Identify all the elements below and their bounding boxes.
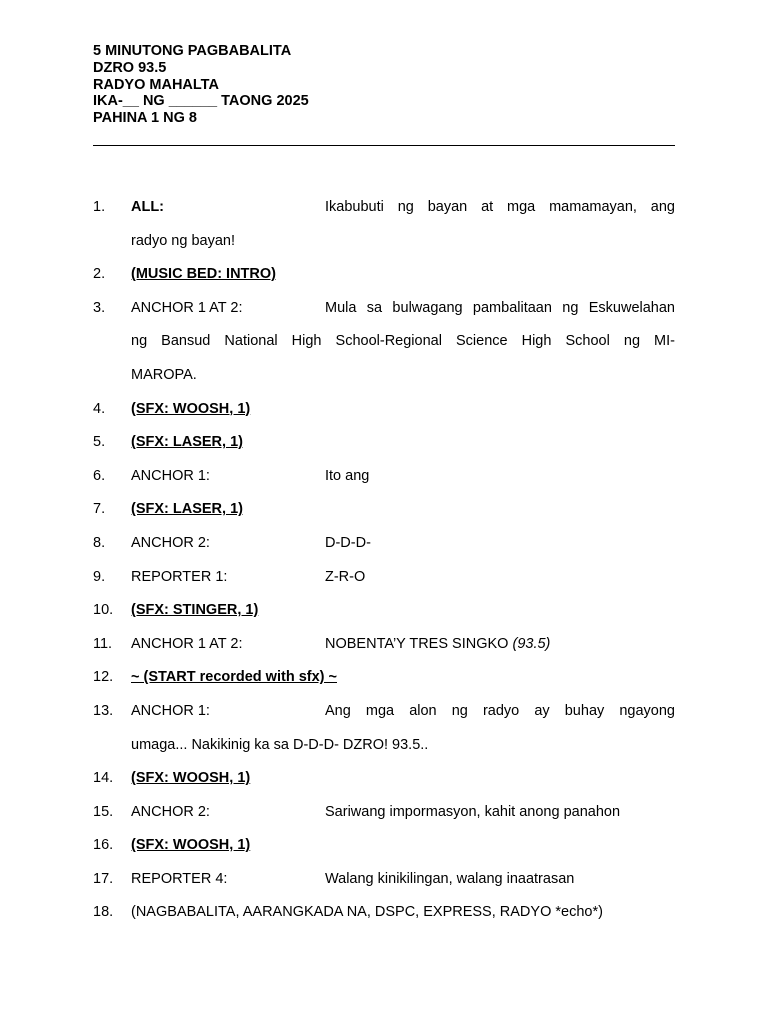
speech-continuation: ng Bansud National High School-Regional Science High School ng MI-	[131, 333, 675, 350]
script-line-16	[93, 829, 675, 863]
speech-text: Sariwang impormasyon, kahit anong panahon	[325, 803, 621, 820]
script-line-18	[93, 896, 675, 930]
speaker-label: REPORTER 1:	[131, 568, 228, 585]
line-number: 17.	[93, 870, 114, 887]
script-line-3	[93, 292, 675, 393]
speaker-label: ANCHOR 1 AT 2:	[131, 635, 243, 652]
header-radio-name: RADYO MAHALTA	[93, 76, 219, 93]
line-number: 16.	[93, 837, 114, 854]
script-line-6	[93, 460, 675, 494]
header-divider	[93, 145, 675, 146]
script-line-2	[93, 258, 675, 292]
speaker-label: REPORTER 4:	[131, 870, 228, 887]
speech-text: Ikabubuti ng bayan at mga mamamayan, ang	[325, 199, 675, 215]
speech-frequency: (93.5)	[512, 635, 551, 652]
line-number: 8.	[93, 534, 106, 551]
speech-text: Ito ang	[325, 467, 370, 484]
line-number: 11.	[93, 635, 113, 652]
speech-text: D-D-D-	[325, 534, 371, 551]
speech-continuation: umaga... Nakikinig ka sa D-D-D- DZRO! 93.5..	[131, 736, 429, 753]
sound-cue: (SFX: WOOSH, 1)	[131, 770, 251, 787]
line-number: 10.	[93, 602, 114, 619]
line-number: 4.	[93, 400, 106, 417]
line-number: 7.	[93, 501, 106, 518]
line-number: 9.	[93, 568, 106, 585]
line-number: 12.	[93, 669, 114, 686]
script-line-11	[93, 628, 675, 662]
speech-text: Z-R-O	[325, 568, 366, 585]
sound-cue: (SFX: LASER, 1)	[131, 434, 243, 451]
header-station: DZRO 93.5	[93, 59, 167, 76]
speech-main: NOBENTA’Y TRES SINGKO	[325, 635, 509, 652]
speaker-label: ANCHOR 2:	[131, 803, 210, 820]
script-line-14	[93, 762, 675, 796]
line-number: 6.	[93, 467, 106, 484]
document-header	[93, 43, 675, 127]
speech-continuation: MAROPA.	[131, 366, 197, 383]
speech-text: Walang kinikilingan, walang inaatrasan	[325, 870, 575, 887]
line-number: 2.	[93, 266, 106, 283]
line-number: 5.	[93, 434, 106, 451]
line-number: 14.	[93, 770, 114, 787]
sound-cue: (MUSIC BED: INTRO)	[131, 266, 276, 283]
script-line-13	[93, 695, 675, 762]
script-line-12	[93, 661, 675, 695]
header-date: IKA-__ NG ______ TAONG 2025	[93, 93, 309, 110]
sound-cue: ~ (START recorded with sfx) ~	[131, 669, 337, 686]
script-line-10	[93, 594, 675, 628]
speech-text: Ang mga alon ng radyo ay buhay ngayong	[325, 702, 675, 719]
script-line-4	[93, 393, 675, 427]
script-line-15	[93, 796, 675, 830]
speech-continuation: radyo ng bayan!	[131, 232, 235, 249]
script-line-17	[93, 863, 675, 897]
sound-cue: (SFX: WOOSH, 1)	[131, 400, 251, 417]
speaker-label: ANCHOR 1 AT 2:	[131, 299, 243, 316]
line-number: 3.	[93, 299, 106, 316]
sound-cue: (SFX: STINGER, 1)	[131, 602, 259, 619]
script-line-8	[93, 527, 675, 561]
script-line-5	[93, 426, 675, 460]
speaker-label: ANCHOR 1:	[131, 702, 210, 719]
line-number: 15.	[93, 803, 114, 820]
script-instruction: (NAGBABALITA, AARANGKADA NA, DSPC, EXPRESS, RADYO *echo*)	[131, 904, 603, 921]
line-number: 13.	[93, 702, 114, 719]
speech-text: Mula sa bulwagang pambalitaan ng Eskuwelahan	[325, 299, 675, 316]
script-body	[93, 191, 675, 930]
sound-cue: (SFX: WOOSH, 1)	[131, 837, 251, 854]
script-line-7	[93, 493, 675, 527]
speaker-label: ANCHOR 2:	[131, 534, 210, 551]
speaker-label: ALL:	[131, 199, 165, 215]
script-line-9	[93, 561, 675, 595]
speech-text	[325, 628, 675, 662]
sound-cue: (SFX: LASER, 1)	[131, 501, 243, 518]
header-page-number: PAHINA 1 NG 8	[93, 110, 197, 127]
script-line-1	[93, 191, 675, 258]
speaker-label: ANCHOR 1:	[131, 467, 210, 484]
line-number: 1.	[93, 199, 106, 215]
line-number: 18.	[93, 904, 114, 921]
header-program-title: 5 MINUTONG PAGBABALITA	[93, 43, 292, 59]
